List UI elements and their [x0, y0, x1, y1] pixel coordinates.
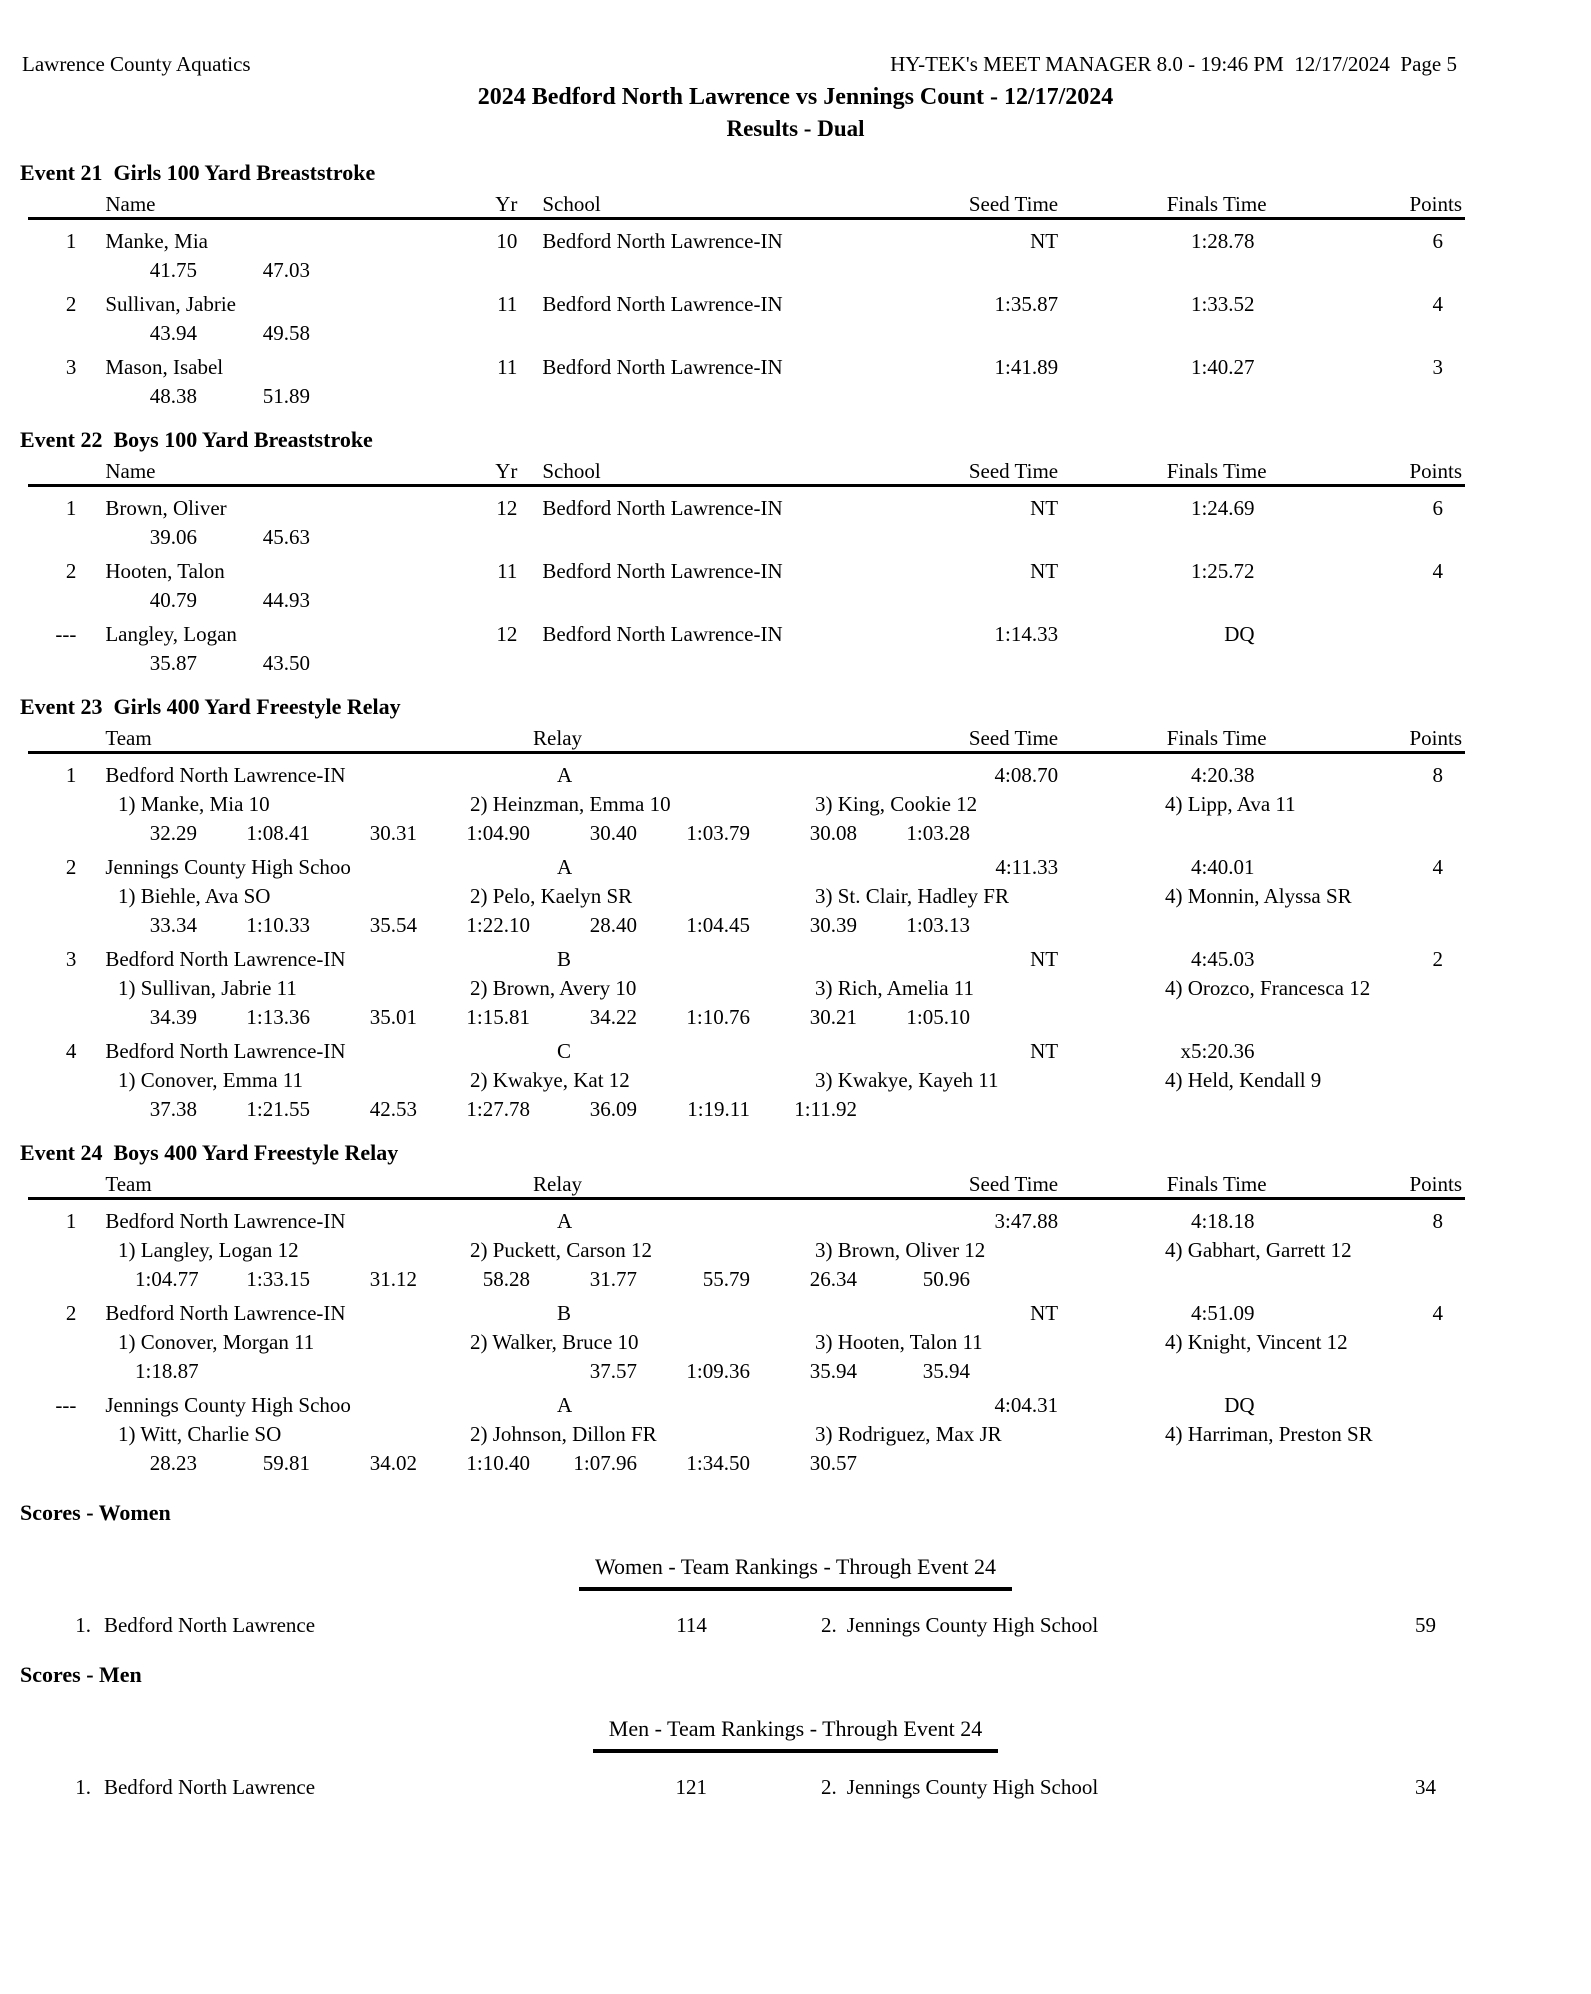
team-name: Bedford North Lawrence	[103, 1775, 316, 1799]
yr-header: Yr	[469, 188, 517, 219]
finals-time-header: Finals Time	[1058, 722, 1266, 753]
seed-time: NT	[1030, 559, 1059, 583]
finals-time: 1:40.27	[1190, 355, 1255, 379]
split-time: 34.22	[589, 1005, 637, 1029]
athlete-name: Mason, Isabel	[105, 355, 224, 379]
split-time: 30.08	[809, 821, 857, 845]
relay-swimmer: 1) Langley, Logan 12	[118, 1238, 299, 1262]
points	[1267, 613, 1465, 647]
rank: 2.	[821, 1775, 837, 1799]
seed-time: 4:11.33	[995, 855, 1059, 879]
result-row	[28, 938, 1465, 972]
split-time: 1:03.79	[686, 821, 750, 845]
split-time: 58.28	[482, 1267, 530, 1291]
relay-swimmer: 4) Lipp, Ava 11	[1165, 792, 1296, 816]
relay-swimmers-row	[28, 1234, 1465, 1263]
split-time: 45.63	[262, 525, 310, 549]
split-time: 26.34	[809, 1267, 857, 1291]
place: 2	[65, 855, 77, 879]
split-time: 30.21	[809, 1005, 857, 1029]
splits-row	[28, 317, 1465, 346]
points	[1267, 1384, 1465, 1418]
result-row	[28, 1030, 1465, 1064]
yr-header: Yr	[469, 455, 517, 486]
relay-swimmer: 2) Heinzman, Emma 10	[470, 792, 671, 816]
place: 2	[65, 559, 77, 583]
split-time: 30.40	[589, 821, 637, 845]
points-header: Points	[1267, 1168, 1465, 1199]
finals-time: x5:20.36	[1180, 1039, 1255, 1063]
place: 4	[65, 1039, 77, 1063]
finals-time: 1:28.78	[1190, 229, 1255, 253]
relay-swimmer: 1) Witt, Charlie SO	[118, 1422, 282, 1446]
rank: 1.	[75, 1775, 91, 1799]
scores-women-section	[0, 1500, 1591, 1638]
split-time: 43.50	[262, 651, 310, 675]
relay-swimmer: 1) Manke, Mia 10	[118, 792, 270, 816]
team-score: 34	[1415, 1775, 1436, 1799]
event-21-table	[28, 188, 1465, 409]
team-header: Team	[76, 722, 469, 753]
relay-swimmer: 2) Walker, Bruce 10	[470, 1330, 639, 1354]
school: Bedford North Lawrence-IN	[542, 292, 783, 316]
place: ---	[55, 622, 77, 646]
team-name: Bedford North Lawrence-IN	[105, 763, 346, 787]
place: 1	[65, 496, 77, 520]
seed-time: 4:08.70	[994, 763, 1059, 787]
finals-time-header: Finals Time	[1058, 188, 1266, 219]
split-time	[310, 1359, 417, 1384]
split-time: 1:04.77	[135, 1267, 199, 1291]
split-time: 1:18.87	[135, 1359, 199, 1383]
school: Bedford North Lawrence-IN	[542, 496, 783, 520]
relay-letter: A	[557, 763, 573, 787]
year: 11	[497, 355, 518, 379]
split-time	[197, 1359, 310, 1384]
split-time: 30.31	[369, 821, 417, 845]
seed-time: 1:35.87	[994, 292, 1059, 316]
splits-row	[28, 1093, 1465, 1122]
split-time: 1:21.55	[246, 1097, 310, 1121]
finals-time: 4:51.09	[1190, 1301, 1255, 1325]
split-time: 1:07.96	[573, 1451, 637, 1475]
points: 4	[1432, 855, 1443, 879]
team-name: Jennings County High School	[846, 1775, 1099, 1799]
relay-swimmers-row	[28, 1064, 1465, 1093]
split-time: 34.39	[149, 1005, 197, 1029]
relay-letter: C	[557, 1039, 572, 1063]
split-time: 40.79	[149, 588, 197, 612]
seed-time: 3:47.88	[994, 1209, 1059, 1233]
split-time: 36.09	[589, 1097, 637, 1121]
result-row	[28, 753, 1465, 789]
scores-heading: Scores - Women	[20, 1500, 171, 1525]
finals-time: 4:20.38	[1190, 763, 1255, 787]
split-time	[857, 1451, 970, 1476]
team-score: 121	[675, 1775, 707, 1799]
relay-swimmer: 3) Rodriguez, Max JR	[815, 1422, 1002, 1446]
team-header: Team	[76, 1168, 469, 1199]
split-time: 35.54	[369, 913, 417, 937]
seed-time-header: Seed Time	[852, 455, 1058, 486]
points-header: Points	[1267, 455, 1465, 486]
split-time: 1:11.92	[794, 1097, 857, 1121]
team-name: Bedford North Lawrence	[103, 1613, 316, 1637]
place-header	[28, 188, 76, 219]
meet-title: 2024 Bedford North Lawrence vs Jennings Count - 12/17/2024	[477, 84, 1114, 110]
relay-swimmer: 4) Gabhart, Garrett 12	[1165, 1238, 1352, 1262]
result-row	[28, 1199, 1465, 1235]
relay-letter: A	[557, 855, 573, 879]
split-time	[857, 1097, 970, 1122]
team-name: Jennings County High Schoo	[105, 1393, 351, 1417]
rankings-title: Men - Team Rankings - Through Event 24	[593, 1716, 998, 1753]
relay-swimmer: 4) Held, Kendall 9	[1165, 1068, 1322, 1092]
rankings-title-wrap	[0, 1716, 1591, 1753]
relay-swimmer: 2) Pelo, Kaelyn SR	[470, 884, 633, 908]
team-score: 59	[1415, 1613, 1436, 1637]
points-header: Points	[1267, 722, 1465, 753]
splits-row	[28, 1447, 1465, 1476]
place: 1	[65, 229, 77, 253]
place: 3	[65, 947, 77, 971]
relay-swimmer: 4) Harriman, Preston SR	[1165, 1422, 1373, 1446]
split-time: 1:10.33	[246, 913, 310, 937]
relay-letter: A	[557, 1209, 573, 1233]
split-time: 55.79	[702, 1267, 750, 1291]
splits-row	[28, 1263, 1465, 1292]
points	[1267, 1030, 1465, 1064]
table-header-row	[28, 455, 1465, 486]
school-header: School	[517, 188, 851, 219]
split-time: 31.12	[369, 1267, 417, 1291]
relay-swimmer: 1) Biehle, Ava SO	[118, 884, 271, 908]
split-time: 1:10.40	[466, 1451, 530, 1475]
scores-men-section	[0, 1662, 1591, 1800]
relay-swimmer: 1) Conover, Morgan 11	[118, 1330, 315, 1354]
relay-swimmer: 3) Rich, Amelia 11	[815, 976, 975, 1000]
split-time: 1:19.11	[687, 1097, 750, 1121]
result-row	[28, 846, 1465, 880]
team-name: Bedford North Lawrence-IN	[105, 947, 346, 971]
rank: 2.	[821, 1613, 837, 1637]
split-time: 49.58	[262, 321, 310, 345]
place: ---	[55, 1393, 77, 1417]
page-header	[0, 0, 1591, 77]
relay-swimmer: 2) Johnson, Dillon FR	[470, 1422, 657, 1446]
finals-time: 1:25.72	[1190, 559, 1255, 583]
split-time: 1:03.13	[906, 913, 970, 937]
athlete-name: Sullivan, Jabrie	[105, 292, 236, 316]
relay-swimmer: 1) Conover, Emma 11	[118, 1068, 304, 1092]
relay-swimmers-row	[28, 880, 1465, 909]
relay-letter: B	[557, 947, 572, 971]
event-23-section	[0, 694, 1591, 1122]
split-time: 33.34	[149, 913, 197, 937]
athlete-name: Hooten, Talon	[105, 559, 225, 583]
split-time: 30.57	[809, 1451, 857, 1475]
relay-swimmer: 3) King, Cookie 12	[815, 792, 978, 816]
place-header	[28, 722, 76, 753]
seed-time: NT	[1030, 229, 1059, 253]
team-name: Jennings County High School	[846, 1613, 1099, 1637]
split-time: 35.94	[809, 1359, 857, 1383]
finals-time: 1:24.69	[1190, 496, 1255, 520]
relay-letter: B	[557, 1301, 572, 1325]
splits-row	[28, 817, 1465, 846]
place: 1	[65, 763, 77, 787]
event-23-table	[28, 722, 1465, 1122]
split-time: 42.53	[369, 1097, 417, 1121]
event-24-section	[0, 1140, 1591, 1476]
split-time: 1:04.45	[686, 913, 750, 937]
seed-time: NT	[1030, 1039, 1059, 1063]
result-row	[28, 613, 1465, 647]
event-title: Event 24 Boys 400 Yard Freestyle Relay	[20, 1140, 399, 1165]
split-time: 37.38	[149, 1097, 197, 1121]
team-rankings-row	[28, 1613, 1436, 1638]
splits-row	[28, 254, 1465, 283]
relay-swimmer: 3) Brown, Oliver 12	[815, 1238, 986, 1262]
facility-name: Lawrence County Aquatics	[22, 52, 251, 76]
splits-row	[28, 584, 1465, 613]
split-time: 47.03	[262, 258, 310, 282]
event-24-table	[28, 1168, 1465, 1476]
relay-swimmer: 3) Hooten, Talon 11	[815, 1330, 983, 1354]
relay-swimmers-row	[28, 788, 1465, 817]
finals-time: 4:45.03	[1190, 947, 1255, 971]
athlete-name: Langley, Logan	[105, 622, 237, 646]
finals-time: 4:18.18	[1190, 1209, 1255, 1233]
school: Bedford North Lawrence-IN	[542, 229, 783, 253]
split-time: 39.06	[149, 525, 197, 549]
team-name: Jennings County High Schoo	[105, 855, 351, 879]
finals-time-header: Finals Time	[1058, 1168, 1266, 1199]
relay-swimmers-row	[28, 972, 1465, 1001]
result-row	[28, 219, 1465, 255]
event-title: Event 22 Boys 100 Yard Breaststroke	[20, 427, 373, 452]
split-time: 1:05.10	[906, 1005, 970, 1029]
seed-time-header: Seed Time	[852, 188, 1058, 219]
place-header	[28, 1168, 76, 1199]
school: Bedford North Lawrence-IN	[542, 559, 783, 583]
finals-time-header: Finals Time	[1058, 455, 1266, 486]
relay-swimmer: 2) Kwakye, Kat 12	[470, 1068, 630, 1092]
seed-time-header: Seed Time	[852, 722, 1058, 753]
school: Bedford North Lawrence-IN	[542, 622, 783, 646]
splits-row	[28, 521, 1465, 550]
result-row	[28, 283, 1465, 317]
result-row	[28, 346, 1465, 380]
points: 4	[1432, 559, 1443, 583]
seed-time-header: Seed Time	[852, 1168, 1058, 1199]
splits-row	[28, 909, 1465, 938]
event-22-table	[28, 455, 1465, 676]
result-row	[28, 1384, 1465, 1418]
finals-time: 4:40.01	[1190, 855, 1255, 879]
split-time: 1:34.50	[686, 1451, 750, 1475]
seed-time: 4:04.31	[994, 1393, 1059, 1417]
report-subtitle: Results - Dual	[726, 116, 865, 141]
split-time: 30.39	[809, 913, 857, 937]
name-header: Name	[76, 455, 469, 486]
split-time: 50.96	[922, 1267, 970, 1291]
points: 2	[1432, 947, 1443, 971]
team-name: Bedford North Lawrence-IN	[105, 1301, 346, 1325]
split-time: 28.40	[589, 913, 637, 937]
split-time: 34.02	[369, 1451, 417, 1475]
split-time: 35.01	[369, 1005, 417, 1029]
split-time: 43.94	[149, 321, 197, 345]
table-header-row	[28, 188, 1465, 219]
split-time: 1:13.36	[246, 1005, 310, 1029]
relay-swimmer: 2) Brown, Avery 10	[470, 976, 637, 1000]
points: 3	[1432, 355, 1443, 379]
seed-time: NT	[1030, 1301, 1059, 1325]
relay-swimmer: 4) Monnin, Alyssa SR	[1165, 884, 1352, 908]
table-header-row	[28, 1168, 1465, 1199]
split-time: 1:09.36	[686, 1359, 750, 1383]
split-time	[417, 1359, 530, 1384]
place: 2	[65, 292, 77, 316]
relay-swimmer: 1) Sullivan, Jabrie 11	[118, 976, 297, 1000]
rankings-title-wrap	[0, 1554, 1591, 1591]
seed-time: 1:41.89	[994, 355, 1059, 379]
split-time: 1:15.81	[466, 1005, 530, 1029]
points: 8	[1432, 1209, 1443, 1233]
table-header-row	[28, 722, 1465, 753]
finals-time: DQ	[1224, 622, 1255, 646]
split-time: 31.77	[589, 1267, 637, 1291]
split-time: 1:33.15	[246, 1267, 310, 1291]
relay-swimmer: 3) St. Clair, Hadley FR	[815, 884, 1009, 908]
split-time: 48.38	[149, 384, 197, 408]
split-time: 1:27.78	[466, 1097, 530, 1121]
split-time: 44.93	[262, 588, 310, 612]
splits-row	[28, 380, 1465, 409]
relay-swimmer: 4) Knight, Vincent 12	[1165, 1330, 1348, 1354]
split-time: 51.89	[262, 384, 310, 408]
relay-swimmer: 3) Kwakye, Kayeh 11	[815, 1068, 999, 1092]
team-name: Bedford North Lawrence-IN	[105, 1209, 346, 1233]
relay-letter: A	[557, 1393, 573, 1417]
rankings-title: Women - Team Rankings - Through Event 24	[579, 1554, 1012, 1591]
event-title: Event 21 Girls 100 Yard Breaststroke	[20, 160, 376, 185]
split-time: 35.94	[922, 1359, 970, 1383]
split-time: 59.81	[262, 1451, 310, 1475]
year: 11	[497, 559, 518, 583]
points: 4	[1432, 292, 1443, 316]
place: 3	[65, 355, 77, 379]
result-row	[28, 486, 1465, 522]
rank: 1.	[75, 1613, 91, 1637]
team-name: Bedford North Lawrence-IN	[105, 1039, 346, 1063]
name-header: Name	[76, 188, 469, 219]
points: 6	[1432, 229, 1443, 253]
split-time: 35.87	[149, 651, 197, 675]
year: 10	[496, 229, 518, 253]
relay-header: Relay	[469, 722, 852, 753]
year: 12	[496, 496, 518, 520]
split-time: 32.29	[149, 821, 197, 845]
athlete-name: Brown, Oliver	[105, 496, 227, 520]
relay-swimmer: 2) Puckett, Carson 12	[470, 1238, 652, 1262]
split-time: 41.75	[149, 258, 197, 282]
split-time: 1:10.76	[686, 1005, 750, 1029]
seed-time: NT	[1030, 496, 1059, 520]
split-time: 1:22.10	[466, 913, 530, 937]
relay-swimmer: 4) Orozco, Francesca 12	[1165, 976, 1371, 1000]
seed-time: 1:14.33	[994, 622, 1059, 646]
scores-heading: Scores - Men	[20, 1662, 142, 1687]
finals-time: 1:33.52	[1190, 292, 1255, 316]
finals-time: DQ	[1224, 1393, 1255, 1417]
split-time: 28.23	[149, 1451, 197, 1475]
school-header: School	[517, 455, 851, 486]
split-time: 1:04.90	[466, 821, 530, 845]
event-22-section	[0, 427, 1591, 676]
place-header	[28, 455, 76, 486]
event-title: Event 23 Girls 400 Yard Freestyle Relay	[20, 694, 401, 719]
split-time: 37.57	[589, 1359, 637, 1383]
splits-row	[28, 647, 1465, 676]
result-row	[28, 1292, 1465, 1326]
school: Bedford North Lawrence-IN	[542, 355, 783, 379]
points: 6	[1432, 496, 1443, 520]
software-stamp: HY-TEK's MEET MANAGER 8.0 - 19:46 PM 12/17/2024 Page 5	[890, 52, 1457, 76]
result-row	[28, 550, 1465, 584]
relay-swimmers-row	[28, 1418, 1465, 1447]
year: 11	[497, 292, 518, 316]
points: 4	[1432, 1301, 1443, 1325]
splits-row	[28, 1001, 1465, 1030]
splits-row	[28, 1355, 1465, 1384]
points-header: Points	[1267, 188, 1465, 219]
year: 12	[496, 622, 518, 646]
seed-time: NT	[1030, 947, 1059, 971]
place: 1	[65, 1209, 77, 1233]
split-time: 1:03.28	[906, 821, 970, 845]
athlete-name: Manke, Mia	[105, 229, 208, 253]
event-21-section	[0, 160, 1591, 409]
points: 8	[1432, 763, 1443, 787]
relay-header: Relay	[469, 1168, 852, 1199]
place: 2	[65, 1301, 77, 1325]
team-rankings-row	[28, 1775, 1436, 1800]
split-time: 1:08.41	[246, 821, 310, 845]
relay-swimmers-row	[28, 1326, 1465, 1355]
team-score: 114	[676, 1613, 707, 1637]
